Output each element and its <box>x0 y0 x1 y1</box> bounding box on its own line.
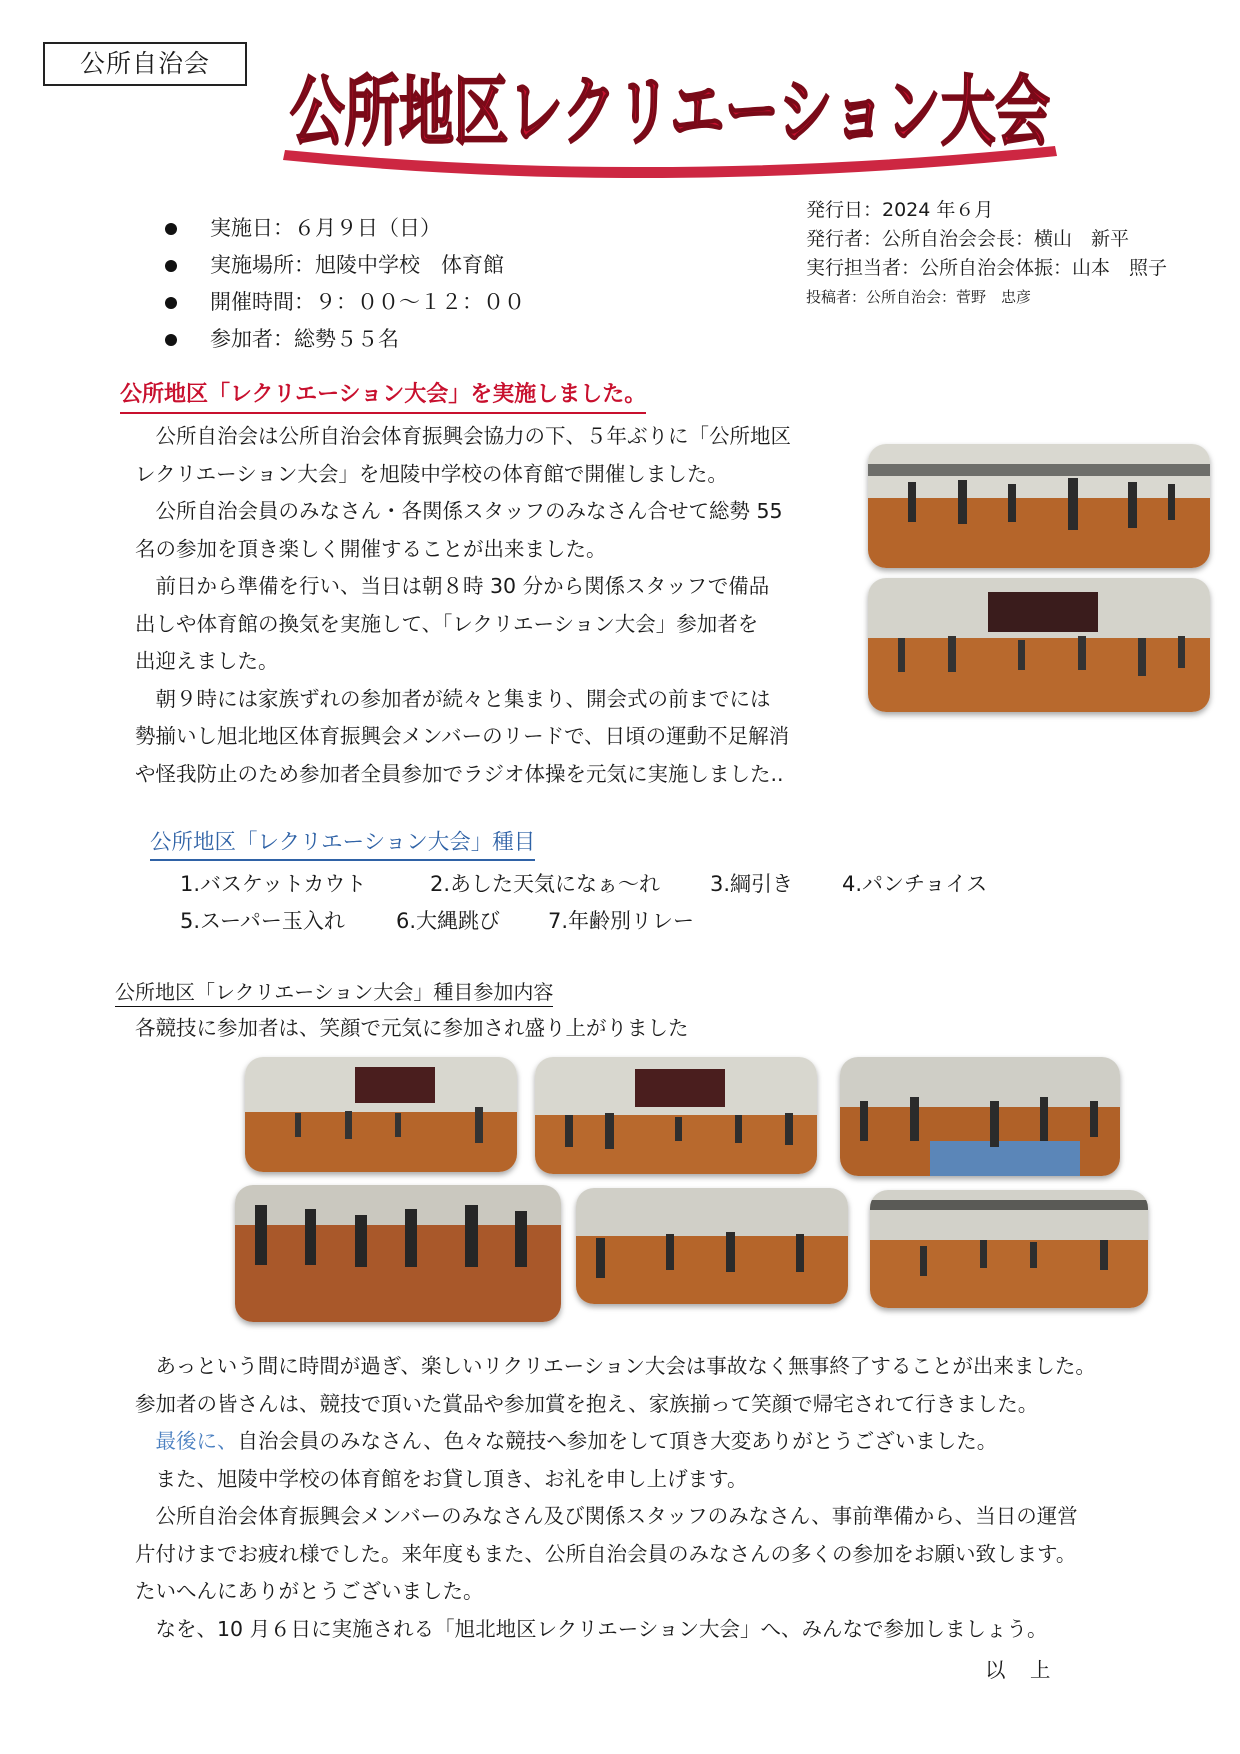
event-item: 2.あした天気になぁ～れ <box>430 872 661 896</box>
report-line: や怪我防止のため参加者全員参加でラジオ体操を元気に実施しました.. <box>135 761 784 786</box>
events-list <box>180 866 987 940</box>
report-line: 勢揃いし旭北地区体育振興会メンバーのリードで、日頃の運動不足解消 <box>135 724 790 748</box>
participation-heading: 公所地区「レクリエーション大会」種目参加内容 <box>115 978 553 1007</box>
executive: 実行担当者：公所自治会体振：山本 照子 <box>806 257 1168 279</box>
closing-text: 自治会員のみなさん、色々な競技へ参加をして頂き大変ありがとうございました。 <box>237 1429 998 1453</box>
event-info-venue: 実施場所：旭陵中学校 体育館 <box>165 247 525 284</box>
event-photo-2 <box>535 1057 817 1174</box>
page-title <box>275 38 1065 178</box>
report-line: 出しや体育館の換気を実施して、「レクリエーション大会」参加者を <box>135 611 759 636</box>
event-info-participants: 参加者：総勢５５名 <box>165 321 525 358</box>
bullet-icon <box>165 297 177 309</box>
bullet-icon <box>165 260 177 272</box>
closing-body <box>135 1348 1155 1648</box>
gym-photo-1 <box>868 444 1210 568</box>
event-photo-3 <box>840 1057 1120 1176</box>
closing-line: なを、10 月６日に実施される「旭北地区レクリエーション大会」へ、みんなで参加しましょう。 <box>155 1616 1048 1641</box>
report-heading: 公所地区「レクリエーション大会」を実施しました。 <box>120 380 646 414</box>
event-item: 4.パンチョイス <box>842 872 988 896</box>
event-photo-6 <box>870 1190 1148 1308</box>
report-line: 出迎えました。 <box>135 649 279 673</box>
event-item: 7.年齢別リレー <box>548 909 695 933</box>
gym-photo-2 <box>868 578 1210 712</box>
closing-line: また、旭陵中学校の体育館をお貸し頂き、お礼を申し上げます。 <box>155 1466 748 1491</box>
closing-accent: 最後に、 <box>155 1429 238 1453</box>
closing-line: たいへんにありがとうございました。 <box>135 1579 484 1603</box>
participation-lead: 各競技に参加者は、笑顔で元気に参加され盛り上がりました <box>135 1016 689 1040</box>
report-line: 公所自治会は公所自治会体育振興会協力の下、５年ぶりに「公所地区 <box>155 424 791 448</box>
publication-info <box>806 196 1167 312</box>
poster: 投稿者：公所自治会：菅野 忠彦 <box>806 288 1032 306</box>
event-item: 3.綱引き <box>710 872 794 896</box>
report-line: 名の参加を頂き楽しく開催することが出来ました。 <box>135 536 607 561</box>
closing-line: 公所自治会体育振興会メンバーのみなさん及び関係スタッフのみなさん、事前準備から、当日の運営 <box>155 1504 1078 1528</box>
organization-label: 公所自治会 <box>43 42 247 86</box>
events-heading: 公所地区「レクリエーション大会」種目 <box>150 828 535 861</box>
page-title-text: 公所地区レクリエーション大会 <box>290 67 1050 156</box>
event-photo-1 <box>245 1057 517 1172</box>
publication-date: 発行日：2024 年６月 <box>806 199 994 221</box>
event-item: 6.大縄跳び <box>396 909 501 933</box>
event-photo-4 <box>235 1185 561 1322</box>
closing-line: あっという間に時間が過ぎ、楽しいリクリエーション大会は事故なく無事終了することが出来ました。 <box>155 1354 1096 1378</box>
events-row-2 <box>180 903 987 940</box>
report-line: 朝９時には家族ずれの参加者が続々と集まり、開会式の前までには <box>155 686 771 711</box>
end-mark: 以 上 <box>985 1658 1053 1682</box>
event-item: 1.バスケットカウト <box>180 872 367 896</box>
closing-line <box>135 1423 1155 1461</box>
closing-line: 片付けまでお疲れ様でした。来年度もまた、公所自治会員のみなさんの多くの参加をお願い致します。 <box>135 1541 1077 1566</box>
events-row-1 <box>180 866 987 903</box>
bullet-icon <box>165 334 177 346</box>
event-info-list <box>165 210 525 358</box>
report-line: 前日から準備を行い、当日は朝８時 30 分から関係スタッフで備品 <box>155 574 770 598</box>
event-info-time: 開催時間：９：００～１２：００ <box>165 284 525 321</box>
report-line: レクリエーション大会」を旭陵中学校の体育館で開催しました。 <box>135 461 728 486</box>
event-item: 5.スーパー玉入れ <box>180 909 345 933</box>
event-photo-5 <box>576 1188 848 1304</box>
report-line: 公所自治会員のみなさん・各関係スタッフのみなさん合せて総勢 55 <box>155 499 783 523</box>
event-info-date: 実施日：６月９日（日） <box>165 210 525 247</box>
publisher: 発行者：公所自治会会長：横山 新平 <box>806 228 1130 250</box>
closing-line: 参加者の皆さんは、競技で頂いた賞品や参加賞を抱え、家族揃って笑顔で帰宅されて行きました。 <box>135 1391 1039 1416</box>
report-body <box>135 418 835 793</box>
bullet-icon <box>165 223 177 235</box>
